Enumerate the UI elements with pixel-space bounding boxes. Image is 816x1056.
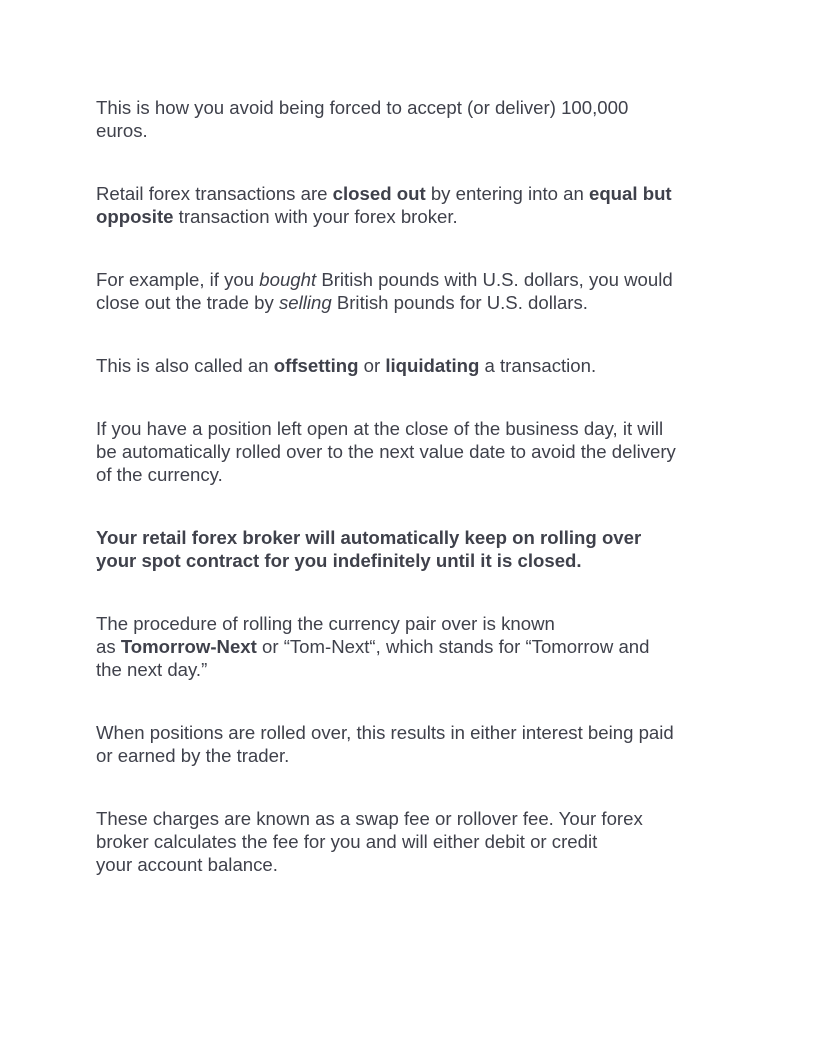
text-run: a transaction. — [479, 355, 597, 376]
text-line — [96, 807, 736, 830]
paragraph-tom-next — [96, 612, 736, 681]
bold-text: Your retail forex broker will automatically keep on rolling over — [96, 527, 642, 548]
text-line — [96, 119, 736, 142]
bold-text: your spot contract for you indefinitely until it is closed. — [96, 550, 582, 571]
text-line — [96, 526, 736, 549]
text-run: British pounds for U.S. dollars. — [331, 292, 588, 313]
paragraph-closed-out — [96, 182, 736, 228]
paragraph-broker-rolling — [96, 526, 736, 572]
text-run: be automatically rolled over to the next value date to avoid the delivery — [96, 441, 676, 462]
italic-text: selling — [278, 292, 332, 313]
paragraph-example — [96, 268, 736, 314]
text-run: by entering into an — [425, 183, 589, 204]
text-run: For example, if you — [96, 269, 260, 290]
text-line — [96, 658, 736, 681]
text-run: This is also called an — [96, 355, 274, 376]
bold-text: closed out — [332, 183, 426, 204]
italic-text: bought — [259, 269, 317, 290]
text-line — [96, 635, 736, 658]
bold-text: offsetting — [273, 355, 359, 376]
text-run: transaction with your forex broker. — [173, 206, 458, 227]
text-line — [96, 291, 736, 314]
text-line — [96, 96, 736, 119]
paragraph-offsetting — [96, 354, 736, 377]
text-run: These charges are known as a swap fee or rollover fee. Your forex — [96, 808, 643, 829]
text-run: British pounds with U.S. dollars, you would — [316, 269, 673, 290]
bold-text: liquidating — [385, 355, 480, 376]
text-run: close out the trade by — [96, 292, 279, 313]
text-run: If you have a position left open at the close of the business day, it will — [96, 418, 664, 439]
text-run: When positions are rolled over, this results in either interest being paid — [96, 722, 674, 743]
text-line — [96, 205, 736, 228]
text-run: euros. — [96, 120, 148, 141]
text-line — [96, 830, 736, 853]
bold-text: opposite — [96, 206, 174, 227]
text-run: Retail forex transactions are — [96, 183, 333, 204]
text-run: The procedure of rolling the currency pair over is known — [96, 613, 555, 634]
text-line — [96, 440, 736, 463]
bold-text: Tomorrow-Next — [120, 636, 257, 657]
text-line — [96, 182, 736, 205]
text-line — [96, 268, 736, 291]
text-line — [96, 721, 736, 744]
text-line — [96, 354, 736, 377]
text-run: the next day.” — [96, 659, 208, 680]
text-line — [96, 744, 736, 767]
text-run: or “Tom-Next“, which stands for “Tomorrow and — [256, 636, 650, 657]
text-run: or earned by the trader. — [96, 745, 290, 766]
text-run: your account balance. — [96, 854, 278, 875]
paragraph-rollover — [96, 417, 736, 486]
paragraph-interest — [96, 721, 736, 767]
text-run: This is how you avoid being forced to accept (or deliver) 100,000 — [96, 97, 629, 118]
text-line — [96, 612, 736, 635]
text-run: or — [358, 355, 386, 376]
text-line — [96, 549, 736, 572]
text-run: broker calculates the fee for you and will either debit or credit — [96, 831, 598, 852]
text-line — [96, 463, 736, 486]
bold-text: equal but — [588, 183, 672, 204]
paragraph-avoid-delivery — [96, 96, 736, 142]
text-run: as — [96, 636, 121, 657]
text-line — [96, 853, 736, 876]
text-run: of the currency. — [96, 464, 223, 485]
text-line — [96, 417, 736, 440]
paragraph-swap-fee — [96, 807, 736, 876]
